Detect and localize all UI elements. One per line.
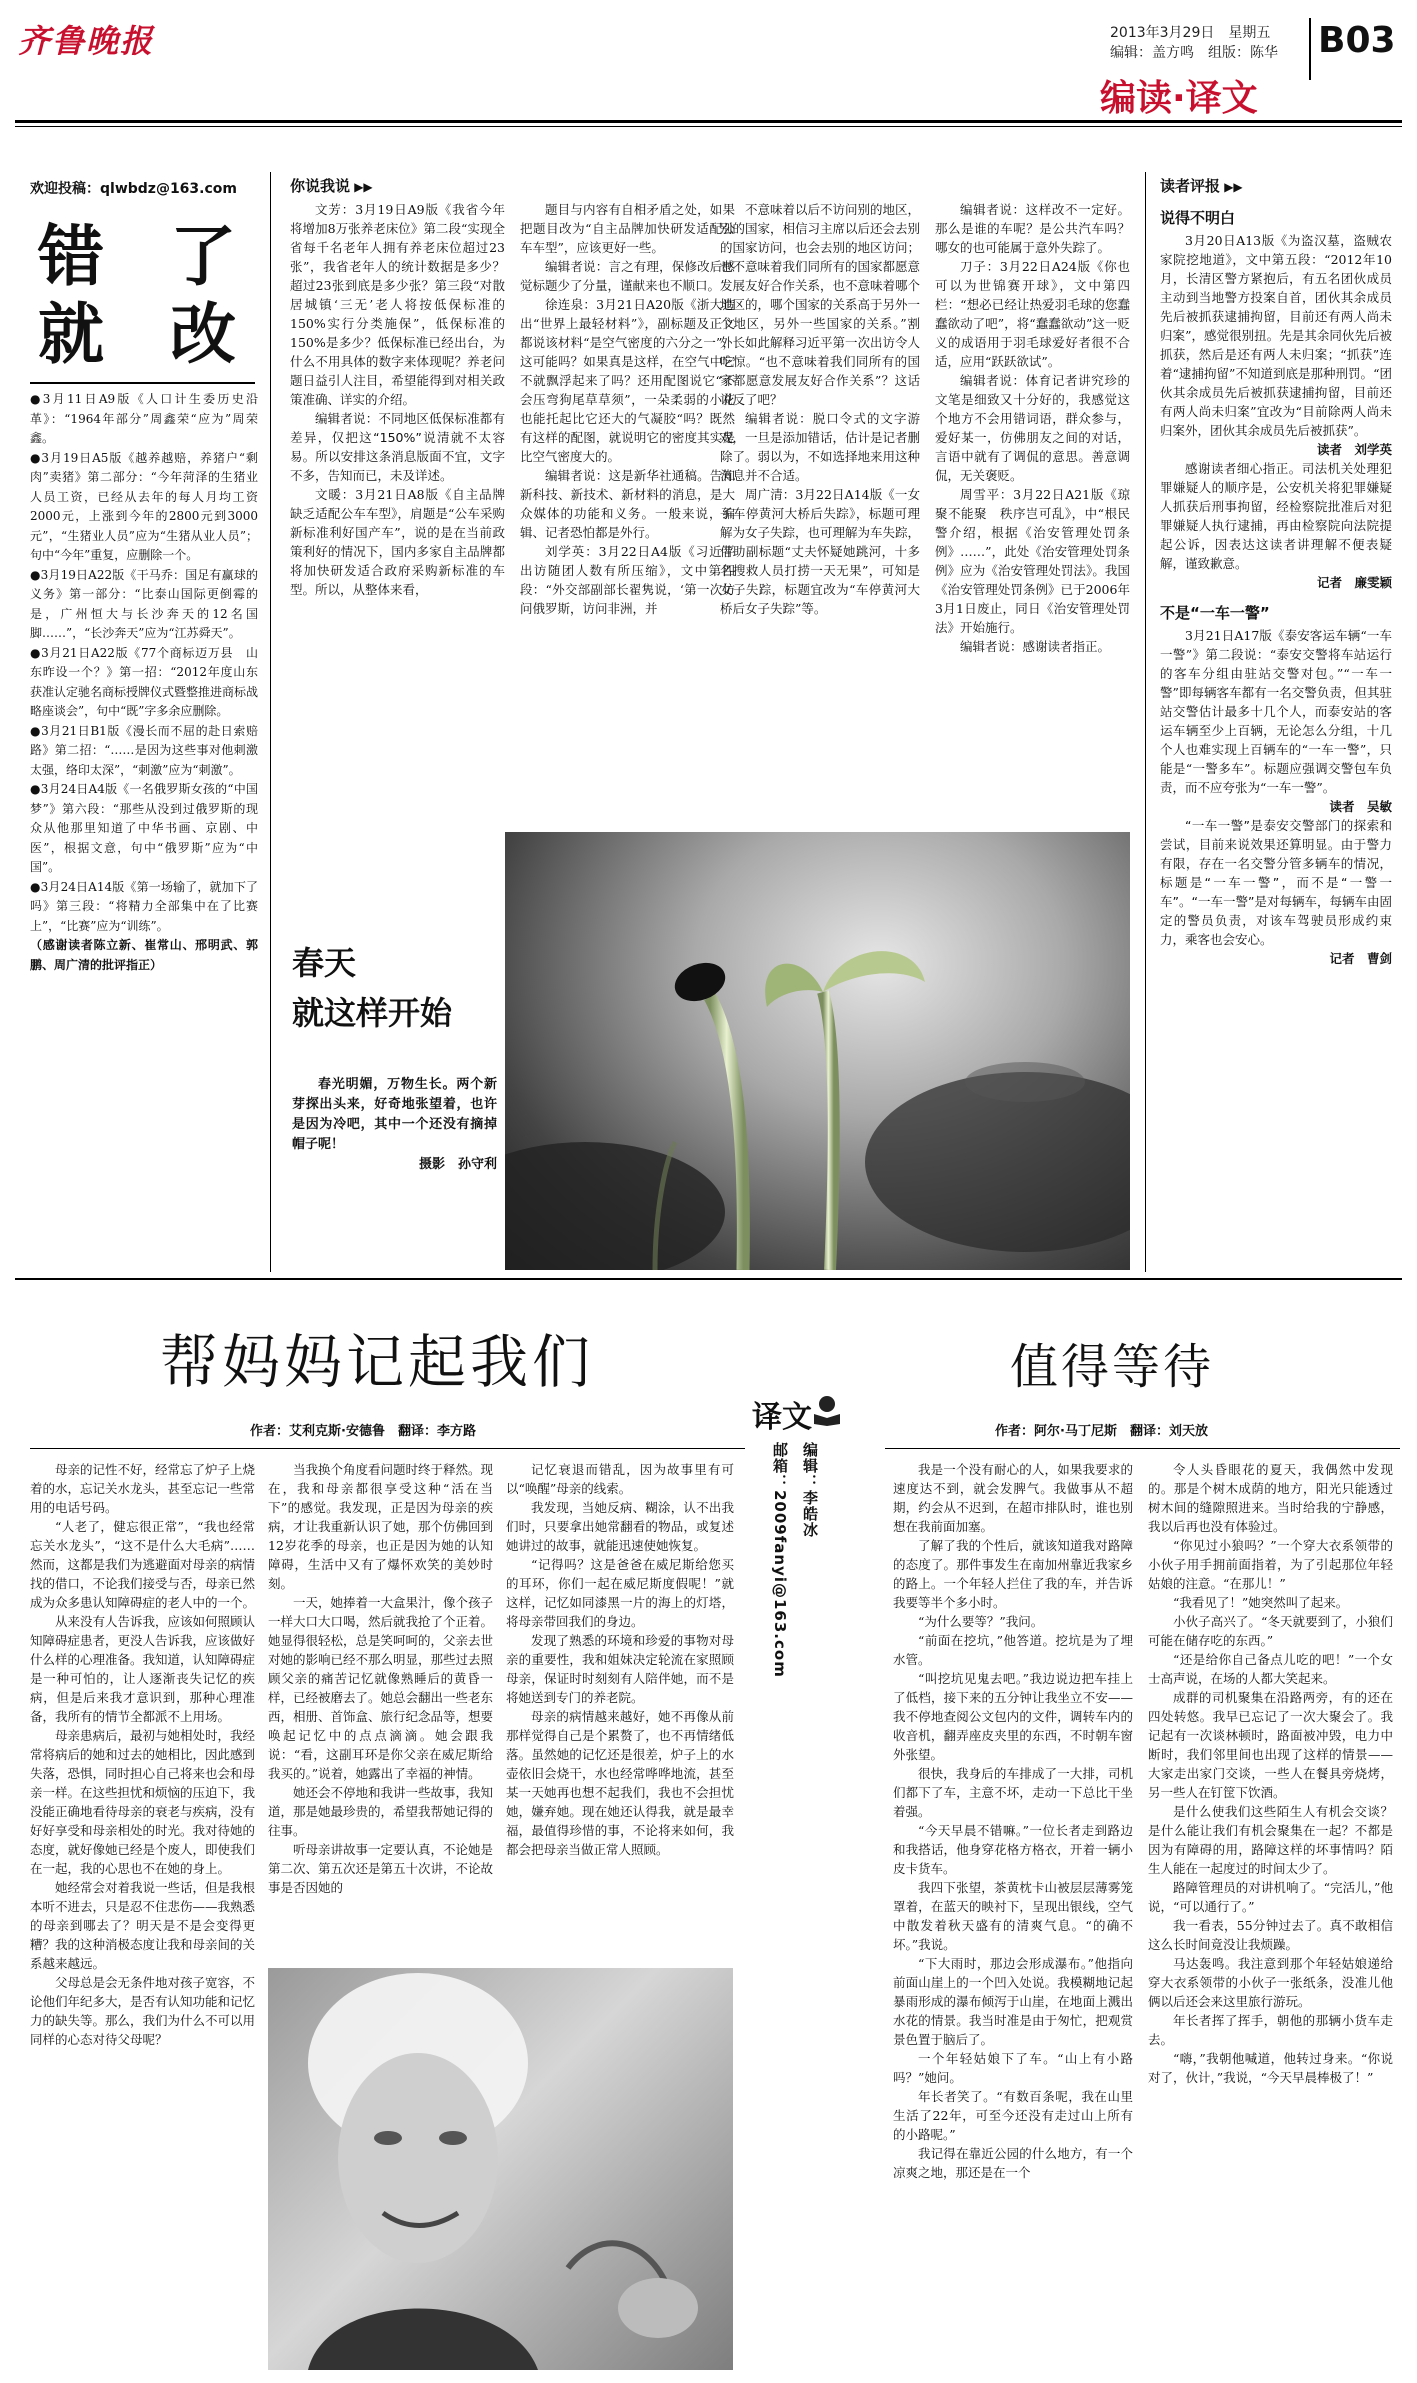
wait-article-title: 值得等待 [1010, 1339, 1215, 1395]
section-name: 编读·译文 [1100, 78, 1258, 119]
correction-list [30, 390, 258, 1190]
correction-item: ●3月21日B1版《漫长而不屈的赴日索赔路》第二招：“……是因为这些事对他刺激太强，络印太深”，“刺激”应为“刺激”。 [30, 723, 258, 777]
elderly-woman-photo [268, 1968, 733, 2370]
review-signature: 记者 廉雯颖 [1316, 575, 1392, 590]
editor-reply: 编辑者说：感谢读者指正。 [960, 639, 1111, 654]
wait-col-2 [1148, 1460, 1393, 2370]
portrait-illustration [268, 1968, 733, 2370]
article-paragraph: 我是一个没有耐心的人，如果我要求的速度达不到，就会发脾气。我做事从不超期，约会从不迟到，在超市排队时，谁也别想在我前面加塞。 [893, 1462, 1133, 1534]
you-say-col-1 [290, 200, 505, 800]
article-paragraph: “人老了，健忘很正常”，“我也经常忘关水龙头”，“这不是什么大毛病”……然而，这都是我们为逃避面对母亲的病情找的借口，不论我们接受与否，母亲已然成为众多患认知障碍症的老人中的一个。 [30, 1519, 255, 1610]
letter-paragraph: 不意味着以后不访问别的地区，别的国家，相信习主席以后还会去别的国家访问，也会去别的地区访问；也不意味着我们同所有的国家都愿意发展友好合作关系，也不意味着哪个地区的，哪个国家的关系高于另外一个地区，另外一些国家的关系。”割外长如此解释习近平第一次出访令人吃惊。“也不意味着我们同所有的国家都愿意发展友好合作关系”？这话说反了吧？ [720, 202, 920, 407]
article-paragraph: 马达轰鸣。我注意到那个年轻姑娘递给穿大衣系领带的小伙子一张纸条，没准儿他俩以后还会来这里旅行游玩。 [1148, 1956, 1393, 2009]
review-signature: 读者 吴敏 [1329, 799, 1392, 814]
you-say-col-2 [520, 200, 735, 800]
letter-paragraph: 文暖：3月21日A8版《自主品牌缺乏适配公车车型》，肩题是“公车采购新标准利好国产车”，说的是在当前政策利好的情况下，国内多家自主品牌都将加快研发适合政府采购新标准的车型。所以，从整体来看， [290, 487, 505, 597]
article-paragraph: “前面在挖坑，”他答道。挖坑是为了埋水管。 [893, 1633, 1133, 1667]
editor-reply: 编辑者说：言之有理，保修改后感觉标题少了分量，谨献来也不顺口。 [520, 259, 735, 293]
article-paragraph: 母亲的病情越来越好，她不再像从前那样觉得自己是个累赘了，也不再情绪低落。虽然她的记忆还是很差，炉子上的水壶依旧会烧干，水也经常哗哗地流，甚至某一天她再也想不起我们，我也不会担忧她，嫌弃她。现在她还认得我，就是最幸福，最值得珍惜的事，不论将来如何，我都会把母亲当做正常人照顾。 [506, 1709, 734, 1857]
correction-title-2: 就 改 [38, 295, 236, 373]
article-paragraph: “还是给你自己备点儿吃的吧！”一个女士高声说，在场的人都大笑起来。 [1148, 1652, 1393, 1686]
article-paragraph: 我发现，当她反病、糊涂，认不出我们时，只要拿出她常翻看的物品，或复述她讲过的故事，就能迅速使她恢复。 [506, 1500, 734, 1553]
correction-item: ●3月24日A4版《一名俄罗斯女孩的“中国梦”》第六段：“那些从没到过俄罗斯的现众从他那里知道了中华书画、京剧、中医”，根据文意，句中“俄罗斯”应为“中国”。 [30, 782, 258, 874]
sprout-illustration [505, 832, 1130, 1270]
letter-paragraph: 题目与内容有自相矛盾之处，如果把题目改为“自主品牌加快研发适配公车车型”，应该更好一些。 [520, 202, 735, 255]
correction-item: ●3月19日A5版《越养越赔，养猪户“剩肉”卖猪》第二部分：“今年菏泽的生猪业人员工资，已经从去年的每人月均工资2000元，上涨到今年的2800元到3000元”，“生猪业人员”应为“生猪从业人员”；句中“今年”重复，应删除一个。 [30, 450, 258, 562]
caption-text: 春光明媚，万物生长。两个新芽探出头来，好奇地张望着，也许是因为冷吧，其中一个还没有摘掉帽子呢！ [292, 1077, 497, 1152]
letter-paragraph: 周雪平：3月22日A21版《琼聚不能聚 秩序岂可乱》，中“根民警介绍，根据《治安管理处罚条例》……”，此处《治安管理处罚条例》应为《治安管理处罚法》。我国《治安管理处罚条例》已于2006年3月1日废止，同日《治安管理处罚法》开始施行。 [935, 487, 1130, 635]
correction-item: ●3月11日A9版《人口计生委历史沿革》：“1964年部分”周鑫荣“应为”周荣鑫。 [30, 392, 258, 445]
review-signature: 读者 刘学英 [1316, 442, 1392, 457]
review-reply: “一车一警”是泰安交警部门的探索和尝试，目前来说效果还算明显。由于警力有限，存在一名交警分管多辆车的情况，标题是“一车一警”，而不是“一警一车”。“一车一警”是对每辆车，每辆车由固定的警员负责，对该车驾驶员形成约束力，乘客也会安心。 [1160, 818, 1392, 947]
mom-col-1 [30, 1460, 255, 2360]
wait-col-1 [893, 1460, 1133, 2370]
letter-paragraph: 周广清：3月22日A14版《一女子车停黄河大桥后失踪》，标题可理解为女子失踪，也可理解为车失踪，借助副标题“丈夫怀疑她跳河，十多名搜救人员打捞一天无果”，可知是女子失踪，标题宜改为“车停黄河大桥后女子失踪”等。 [720, 487, 920, 616]
article-paragraph: 一天，她捧着一大盒果汁，像个孩子一样大口大口喝，然后就我抢了个正着。她显得很轻松，总是笑呵呵的，父亲去世对她的影响已经不那么明显，那些过去照顾父亲的痛苦记忆就像熟睡后的黄昏一样，已经被磨去了。她总会翻出一些老东西，相册、首饰盒、旅行纪念品等，想要唤起记忆中的点点滴滴。她会跟我说：“看，这副耳环是你父亲在威尼斯给我买的。”说着，她露出了幸福的神情。 [268, 1595, 493, 1781]
letter-paragraph: 徐连泉：3月21日A20版《浙大造出“世界上最轻材料”》，副标题及正文都说该材料“是空气密度的六分之一”，这可能吗？如果真是这样，在空气中它不就飘浮起来了吗？还用配图说它“不会压弯狗尾草草须”，一朵柔弱的小花也能托起比它还大的气凝胶“吗？既然有这样的配图，就说明它的密度其实是比空气密度大的。 [520, 297, 735, 464]
you-say-col-4 [935, 200, 1130, 800]
reader-review-title: 读者评报 ▶▶ [1160, 175, 1243, 196]
article-paragraph: 了解了我的个性后，就该知道我对路障的态度了。那件事发生在南加州靠近我家乡的路上。一个年轻人拦住了我的车，并告诉我要等半个多小时。 [893, 1538, 1133, 1610]
masthead-divider-vertical [1309, 18, 1311, 80]
section-rule [15, 1278, 1402, 1280]
article-paragraph: 她经常会对着我说一些话，但是我根本听不进去，只是忍不住悲伤——我熟悉的母亲到哪去了？明天是不是会变得更糟？我的这种消极态度让我和母亲间的关系越来越远。 [30, 1880, 255, 1971]
review-article-title: 说得不明白 [1160, 209, 1236, 227]
article-paragraph: 是什么使我们这些陌生人有机会交谈？是什么能让我们有机会聚集在一起？不都是因为有障碍的用，路障这样的坏事情吗？陌生人能在一起度过的时间太少了。 [1148, 1804, 1393, 1876]
article-paragraph: 路障管理员的对讲机响了。“完活儿，”他说，“可以通行了。” [1148, 1880, 1393, 1914]
mom-article-title: 帮妈妈记起我们 [160, 1328, 595, 1396]
article-paragraph: 一个年轻姑娘下了车。“山上有小路吗？”她问。 [893, 2051, 1133, 2085]
article-paragraph: 母亲患病后，最初与她相处时，我经常将病后的她和过去的她相比，因此感到失落，恐惧，同时担心自己将来也会和母亲一样。在这些担忧和烦恼的压迫下，我没能正确地看待母亲的衰老与疾病，没有好好享受和母亲相处的时光。我对待她的态度，就好像她已经是个废人，即使我们在一起，我的心思也不在她的身上。 [30, 1728, 255, 1876]
article-paragraph: 年长者挥了挥手，朝他的那辆小货车走去。 [1148, 2013, 1393, 2047]
mom-col-3 [506, 1460, 734, 1960]
correction-thanks: （感谢读者陈立新、崔常山、邢明武、郭鹏、周广清的批评指正） [30, 938, 258, 972]
article-paragraph: 父母总是会无条件地对孩子宽容，不论他们年纪多大，是否有认知功能和记忆力的缺失等。那么，我们为什么不可以用同样的心态对待父母呢？ [30, 1975, 255, 2047]
article-paragraph: 听母亲讲故事一定要认真，不论她是第二次、第五次还是第五十次讲，不论故事是否因她的 [268, 1842, 493, 1895]
article-paragraph: 我一看表，55分钟过去了。真不敢相信这么长时间竟没让我烦躁。 [1148, 1918, 1393, 1952]
article-paragraph: “你见过小狼吗？”一个穿大衣系领带的小伙子用手拥前面指着，为了引起那位年轻姑娘的注意。“在那儿！” [1148, 1538, 1393, 1591]
spring-title-2: 就这样开始 [292, 994, 453, 1032]
correction-title-underline [30, 382, 255, 384]
you-say-col-3 [720, 200, 920, 800]
mom-col-2 [268, 1460, 493, 1960]
review-reply: 感谢读者细心指正。司法机关处理犯罪嫌疑人的顺序是，公安机关将犯罪嫌疑人抓获后刑事拘留，经检察院批准后对犯罪嫌疑人执行逮捕，再由检察院向法院提起公诉，因表达这读者讲理解不便表疑解，谨致歉意。 [1160, 461, 1392, 571]
masthead-rule-thin [15, 126, 1402, 127]
column-divider [270, 172, 271, 1272]
translation-box [752, 1392, 842, 1722]
masthead-editor: 编辑：盖方鸣 组版：陈华 [1110, 45, 1278, 61]
spring-photo [505, 832, 1130, 1270]
review-signature: 记者 曹剑 [1329, 951, 1392, 966]
letter-paragraph: 刘学英：3月22日A4版《习近平出访随团人数有所压缩》，文中第四段：“外交部副部长翟隽说，‘第一次访问俄罗斯，访问非洲，并 [520, 544, 735, 616]
masthead-rule [15, 120, 1402, 123]
byline-rule [885, 1448, 1400, 1449]
masthead-logo: 齐鲁晚报 [18, 22, 155, 60]
correction-item: ●3月21日A22版《77个商标迈万县 山东昨设一个？》第一招：“2012年度山东获准认定驰名商标授牌仪式暨整推进商标战略座谈会”，句中“既”字多余应删除。 [30, 645, 258, 718]
article-paragraph: “为什么要等？”我问。 [918, 1614, 1044, 1629]
review-paragraph: 3月20日A13版《为盗汉墓，盗贼农家院挖地道》，文中第五段：“2012年10月，长清区警方紧抱后，有五名团伙成员主动到当地警方投案自首，团伙其余成员先后被抓获逮捕拘留，目前还有两人尚未归案”，感觉很别扭。先是其余同伙先后被抓获，然后是还有两人未归案；“抓获”连着“逮捕拘留”不知道到底是那种刑罚。“团伙其余成员先后被抓获逮捕拘留，目前还有两人尚未归案”宜改为“目前除两人尚未归案外，团伙其余成员先后被抓获”。 [1160, 233, 1392, 438]
translation-editor: 编辑：李皓冰 [801, 1442, 819, 1538]
spring-title-1: 春天 [292, 944, 357, 982]
article-paragraph: “记得吗？这是爸爸在威尼斯给您买的耳环，你们一起在威尼斯度假呢！”就这样，记忆如同漆黑一片的海上的灯塔，将母亲带回我们的身边。 [506, 1557, 734, 1629]
correction-item: ●3月19日A22版《干马乔：国足有赢球的义务》第一部分：“比泰山国际更倒霉的是，广州恒大与长沙奔天的12名国脚……”，“长沙奔天”应为“江苏舜天”。 [30, 567, 258, 640]
translation-email: 邮箱：2009fanyi@163.com [771, 1442, 789, 1678]
article-paragraph: “叫挖坑见鬼去吧。”我边说边把车挂上了低档，接下来的五分钟让我坐立不安——我不停地查阅公文包内的文件，调转车内的收音机，翻弄座皮夹里的东西，不时朝车窗外张望。 [893, 1671, 1133, 1762]
article-paragraph: 记忆衰退而错乱，因为故事里有可以“唤醒”母亲的线索。 [506, 1462, 734, 1496]
article-paragraph: 母亲的记性不好，经常忘了炉子上烧着的水，忘记关水龙头，甚至忘记一些常用的电话号码。 [30, 1462, 255, 1515]
letter-paragraph: 文芳：3月19日A9版《我省今年将增加8万张养老床位》第二段“实现全省每千名老年人拥有养老床位超过23张”，我省老年人的统计数据是多少？超过23张到底是多少张？第三段“对散居城镇‘三无’老人将按低保标准的150%实行分类施保”，低保标准的150%是多少？低保标准已经出台，为什么不用具体的数字来体现呢？养老问题日益引人注目，希望能得到对相关政策准确、详实的介绍。 [290, 202, 505, 407]
spring-caption [292, 1075, 497, 1175]
article-paragraph: 成群的司机聚集在沿路两旁，有的还在四处转悠。我早已忘记了一次大聚会了。我记起有一次谈林顿时，路面被冲毁，电力中断时，我们邻里间也出现了这样的情景——大家走出家门交谈，一些人在餐具旁烧烤，另一些人在钉筐下饮酒。 [1148, 1690, 1393, 1800]
article-paragraph: “嗨，”我朝他喊道，他转过身来。“你说对了，伙计，”我说，“今天早晨棒极了！” [1148, 2051, 1393, 2085]
article-paragraph: 当我换个角度看问题时终于释然。现在，我和母亲都很享受这种“活在当下”的感觉。我发现，正是因为母亲的疾病，才让我重新认识了她，那个仿佛回到12岁花季的母亲，也正是因为她的认知障碍，生活中又有了爆怀欢笑的美妙时刻。 [268, 1462, 493, 1591]
correction-title-1: 错 了 [38, 217, 236, 295]
translation-label: 译文 [752, 1400, 812, 1435]
page-number: B03 [1318, 20, 1396, 61]
editor-reply: 编辑者说：体育记者讲究珍的文笔是细致又十分好的，我感觉这个地方不会用错词语，群众参与，爱好某一，仿佛朋友之间的对话，言语中就有了调侃的意思。善意调侃，无关褒贬。 [935, 373, 1130, 483]
article-paragraph: 年长者笑了。“有数百条呢，我在山里生活了22年，可至今还没有走过山上所有的小路呢。” [893, 2089, 1133, 2142]
editor-reply: 编辑者说：这是新华社通稿。告知新科技、新技术、新材料的消息，是大众媒体的功能和义务。一般来说，编辑、记者恐怕都是外行。 [520, 468, 735, 540]
review-article-title: 不是“一车一警” [1160, 604, 1270, 622]
article-paragraph: “我看见了！”她突然叫了起来。 [1173, 1595, 1349, 1610]
contact-email: 欢迎投稿：qlwbdz@163.com [30, 181, 237, 197]
byline-rule [30, 1448, 745, 1449]
article-paragraph: 她还会不停地和我讲一些故事，我知道，那是她最珍贵的，希望我帮她记得的往事。 [268, 1785, 493, 1838]
article-paragraph: 小伙子高兴了。“冬天就要到了，小狼们可能在储存吃的东西。” [1148, 1614, 1393, 1648]
review-paragraph: 3月21日A17版《泰安客运车辆“一车一警”》第二段说：“泰安交警将车站运行的客车分组由驻站交警对包。”“一车一警”即每辆客车都有一名交警负责，但其驻站交警估计最多十几个人，而泰安站的客运车辆至少上百辆，无论怎么分组，十几个人也难实现上百辆车的“一车一警”，只能是“一警多车”。标题应强调交警包车负责，而不应夸张为“一车一警”。 [1160, 628, 1392, 795]
letter-paragraph: 刀子：3月22日A24版《你也可以为世锦赛开球》，文中第四栏：“想必已经让热爱羽毛球的您蠢蠢欲动了吧”，将“蠢蠢欲动”这一贬义的成语用于羽毛球爱好者很不合适，应用“跃跃欲试”。 [935, 259, 1130, 369]
article-paragraph: “今天早晨不错嘛。”一位长者走到路边和我搭话，他身穿花格方格衣，开着一辆小皮卡货车。 [893, 1823, 1133, 1876]
editor-reply: 编辑者说：脱口令式的文字游戏，一旦是添加错话，估计是记者删除了。弱以为，不如选择地来用这种消息并不合适。 [720, 411, 920, 483]
photo-credit: 摄影 孙守利 [418, 1157, 497, 1172]
book-icon [812, 1394, 842, 1426]
seed-cap-icon [669, 956, 730, 1008]
article-paragraph: 令人头昏眼花的夏天，我偶然中发现的。那是个树木成荫的地方，阳光只能透过树木间的缝隙照进来。当时给我的宁静感，我以后再也没有体验过。 [1148, 1462, 1393, 1534]
mom-article-byline: 作者：艾利克斯·安德鲁 翻译：李方路 [250, 1424, 476, 1439]
article-paragraph: 很快，我身后的车排成了一大排，司机们都下了车，主意不坏，走动一下总比干坐着强。 [893, 1766, 1133, 1819]
article-paragraph: 从来没有人告诉我，应该如何照顾认知障碍症患者，更没人告诉我，应该做好什么样的心理准备。我知道，认知障碍症是一种可怕的，让人逐渐丧失记忆的疾病，但是后来我才意识到，那种心理准备，我所有的情节全都派不上用场。 [30, 1614, 255, 1724]
article-paragraph: 我记得在靠近公园的什么地方，有一个凉爽之地，那还是在一个 [893, 2146, 1133, 2180]
editor-reply: 编辑者说：不同地区低保标准都有差异，仅把这“150%”说清就不太容易。所以安排这条消息版面不宜，文字不多，告知而已，未及详述。 [290, 411, 505, 483]
correction-item: ●3月24日A14版《第一场输了，就加下了吗》第三段：“将精力全部集中在了比赛上”，“比赛”应为“训练”。 [30, 879, 258, 933]
wait-article-byline: 作者：阿尔·马丁尼斯 翻译：刘天放 [995, 1424, 1208, 1439]
article-paragraph: “下大雨时，那边会形成瀑布。”他指向前面山崖上的一个凹入处说。我模糊地记起暴雨形成的瀑布倾泻于山崖，在地面上溅出水花的情景。我当时准是由于匆忙，把观赏景色置于脑后了。 [893, 1956, 1133, 2047]
reader-review-body [1160, 205, 1392, 1270]
you-say-title: 你说我说 ▶▶ [290, 175, 373, 196]
editor-reply: 编辑者说：这样改不一定好。那么是谁的车呢？是公共汽车吗？哪女的也可能属于意外失踪了。 [935, 202, 1130, 255]
article-paragraph: 我四下张望，茶黄枕卡山被层层薄雾笼罩着，在蓝天的映衬下，呈现出银线，空气中散发着秋天盛有的清爽气息。“的确不坏。”我说。 [893, 1880, 1133, 1952]
article-paragraph: 发现了熟悉的环境和珍爱的事物对母亲的重要性，我和姐妹决定轮流在家照顾母亲，保证时时刻刻有人陪伴她，而不是将她送到专门的养老院。 [506, 1633, 734, 1705]
masthead-date: 2013年3月29日 星期五 [1110, 25, 1271, 41]
column-divider [1145, 172, 1146, 1272]
